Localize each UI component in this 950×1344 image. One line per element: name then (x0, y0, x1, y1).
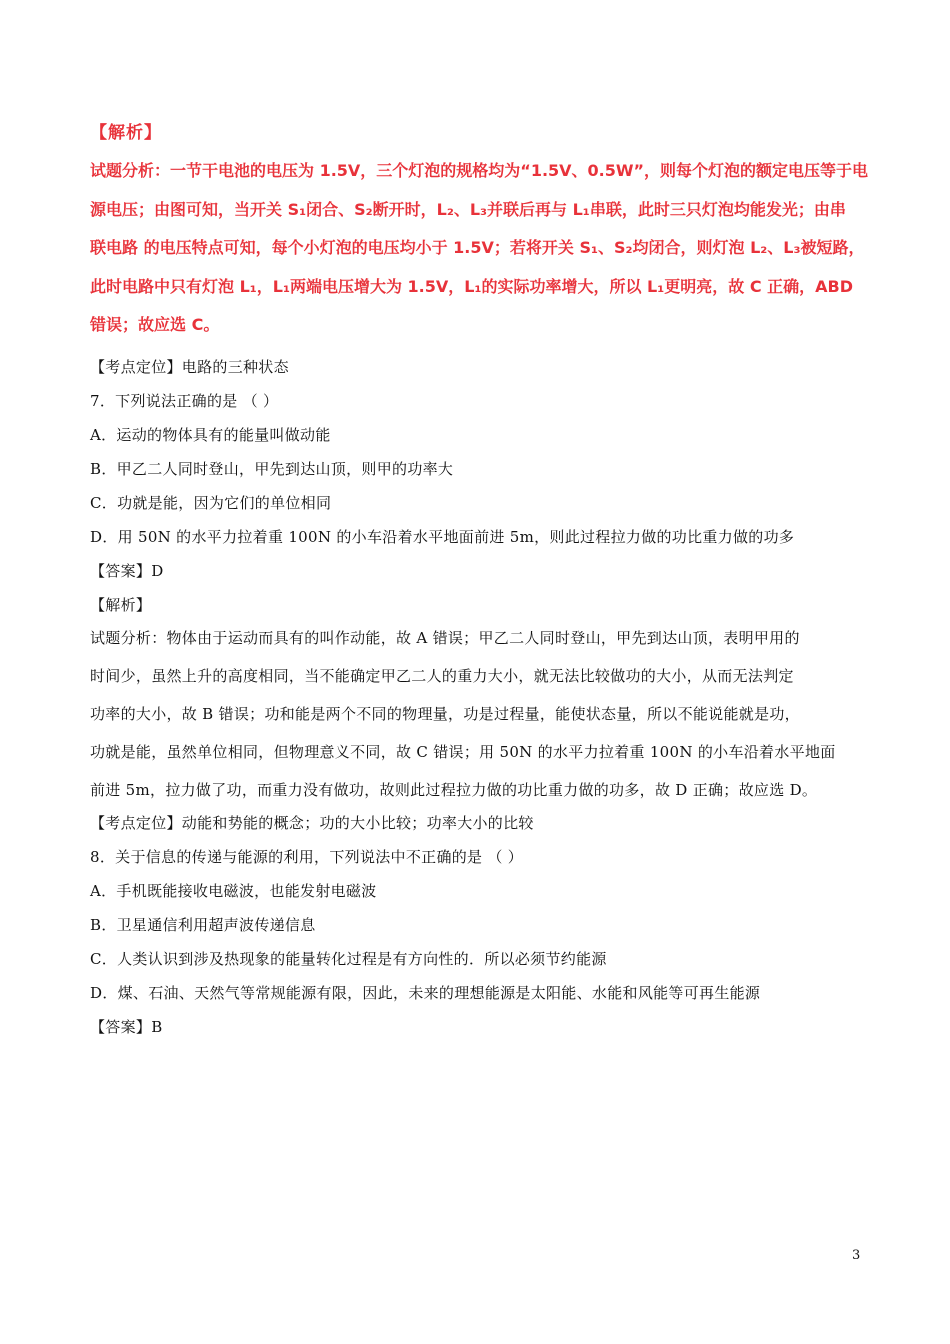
question-7-analysis-paragraph (90, 619, 880, 809)
question-7-kaodian: 【考点定位】动能和势能的概念；功的大小比较；功率大小的比较 (90, 814, 534, 832)
question-8-option-c: C．人类认识到涉及热现象的能量转化过程是有方向性的．所以必须节约能源 (90, 950, 607, 968)
analysis-line: 前进 5m，拉力做了功，而重力没有做功，故则此过程拉力做的功比重力做的功多，故 D 正确；故应选 D。 (90, 781, 818, 799)
question-7-option-d: D．用 50N 的水平力拉着重 100N 的小车沿着水平地面前进 5m，则此过程拉力做的功比重力做的功多 (90, 528, 795, 546)
question-8-option-b: B．卫星通信利用超声波传递信息 (90, 916, 316, 934)
analysis-paragraph-red (90, 152, 880, 345)
analysis-line: 此时电路中只有灯泡 L₁，L₁两端电压增大为 1.5V，L₁的实际功率增大，所以 L₁更明亮，故 C 正确，ABD (90, 276, 853, 296)
question-7-stem: 7．下列说法正确的是 （ ） (90, 392, 279, 410)
question-8-option-d: D．煤、石油、天然气等常规能源有限，因此，未来的理想能源是太阳能、水能和风能等可再生能源 (90, 984, 761, 1002)
analysis-line: 联电路 的电压特点可知，每个小灯泡的电压均小于 1.5V；若将开关 S₁、S₂均闭合，则灯泡 L₂、L₃被短路， (90, 238, 865, 257)
analysis-heading-red: 【解析】 (90, 123, 162, 143)
page-number: 3 (852, 1248, 861, 1263)
question-8-option-a: A．手机既能接收电磁波，也能发射电磁波 (90, 882, 377, 900)
analysis-line: 时间少，虽然上升的高度相同，当不能确定甲乙二人的重力大小，就无法比较做功的大小，从而无法判定 (90, 667, 794, 685)
analysis-line: 功就是能，虽然单位相同，但物理意义不同，故 C 错误；用 50N 的水平力拉着重 100N 的小车沿着水平地面 (90, 743, 836, 761)
question-7-option-c: C．功就是能，因为它们的单位相同 (90, 494, 332, 512)
analysis-line: 试题分析：一节干电池的电压为 1.5V，三个灯泡的规格均为“1.5V、0.5W”，则每个灯泡的额定电压等于电 (90, 161, 869, 180)
analysis-line: 试题分析：物体由于运动而具有的叫作动能，故 A 错误；甲乙二人同时登山，甲先到达山顶，表明甲用的 (90, 629, 800, 647)
question-8-answer: 【答案】B (90, 1018, 163, 1036)
analysis-line: 源电压；由图可知，当开关 S₁闭合、S₂断开时，L₂、L₃并联后再与 L₁串联，此时三只灯泡均能发光；由串 (90, 199, 846, 219)
question-7-analysis-heading: 【解析】 (90, 596, 152, 614)
question-7-answer: 【答案】D (90, 562, 164, 580)
kaodian-label: 【考点定位】电路的三种状态 (90, 358, 289, 376)
question-8-stem: 8．关于信息的传递与能源的利用，下列说法中不正确的是 （ ） (90, 848, 524, 866)
analysis-line: 功率的大小，故 B 错误；功和能是两个不同的物理量，功是过程量，能使状态量，所以不能说能就是功， (90, 705, 800, 723)
question-7-option-a: A．运动的物体具有的能量叫做动能 (90, 426, 331, 444)
analysis-line: 错误；故应选 C。 (90, 315, 220, 334)
question-7-option-b: B．甲乙二人同时登山，甲先到达山顶，则甲的功率大 (90, 460, 454, 478)
